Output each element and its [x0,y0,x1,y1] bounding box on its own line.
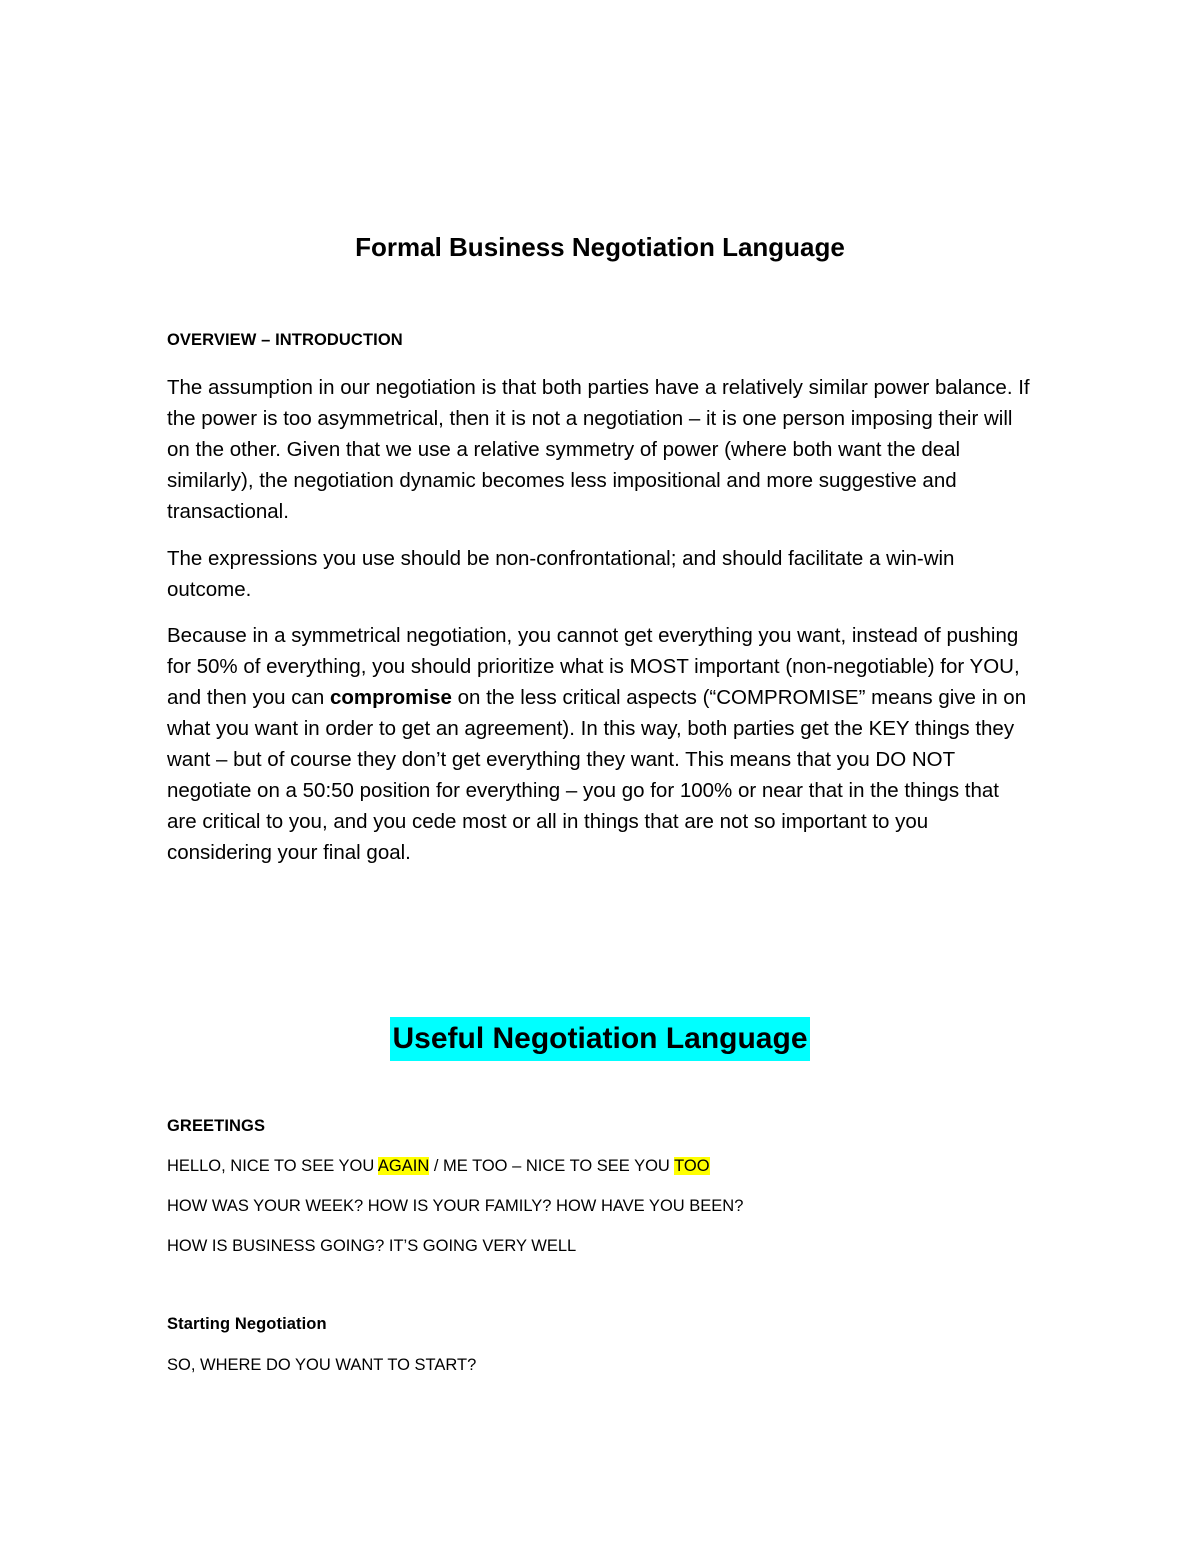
greetings-heading: GREETINGS [167,1117,266,1135]
starting-negotiation-heading: Starting Negotiation [167,1315,327,1333]
useful-language-title: Useful Negotiation Language [390,1017,809,1061]
paragraph-3-text-before: Because in a symmetrical negotiation, you cannot get everything you want, instead of pushing for 50% of everything, you should prioritize what is MOST important (non-negotiable) for YOU, and then you can [167,624,1020,709]
starting-line-1: SO, WHERE DO YOU WANT TO START? [167,1356,477,1374]
greeting-line-3: HOW IS BUSINESS GOING? IT’S GOING VERY WELL [167,1237,577,1255]
useful-section-header [167,1017,1033,1061]
highlight-too: TOO [674,1157,710,1175]
overview-heading: OVERVIEW – INTRODUCTION [167,331,403,349]
greeting-line-1 [167,1155,710,1177]
greeting-line-1-part-1: HELLO, NICE TO SEE YOU [167,1157,378,1175]
overview-paragraph-3 [167,620,1033,868]
overview-paragraph-2: The expressions you use should be non-confrontational; and should facilitate a win-win outcome. [167,547,955,601]
overview-paragraph-1: The assumption in our negotiation is that both parties have a relatively similar power balance. If the power is too asymmetrical, then it is not a negotiation – it is one person imposing their will on the other. Given that we use a relative symmetry of power (where both want the deal similarly), the negotiation dynamic becomes less impositional and more suggestive and transactional. [167,376,1030,523]
greeting-line-2: HOW WAS YOUR WEEK? HOW IS YOUR FAMILY? HOW HAVE YOU BEEN? [167,1197,744,1215]
highlight-again: AGAIN [377,1157,430,1175]
paragraph-3-text-after: on the less critical aspects (“COMPROMISE” means give in on what you want in order to get an agreement). In this way, both parties get the KEY things they want – but of course they don’t get everything they want. This means that you DO NOT negotiate on a 50:50 position for everything – you go for 100% or near that in the things that are critical to you, and you cede most or all in things that are not so important to you considering your final goal. [167,686,1027,864]
compromise-bold-word: compromise [330,686,452,709]
greeting-line-1-part-2: / ME TOO – NICE TO SEE YOU [429,1157,675,1175]
document-title: Formal Business Negotiation Language [355,232,845,262]
